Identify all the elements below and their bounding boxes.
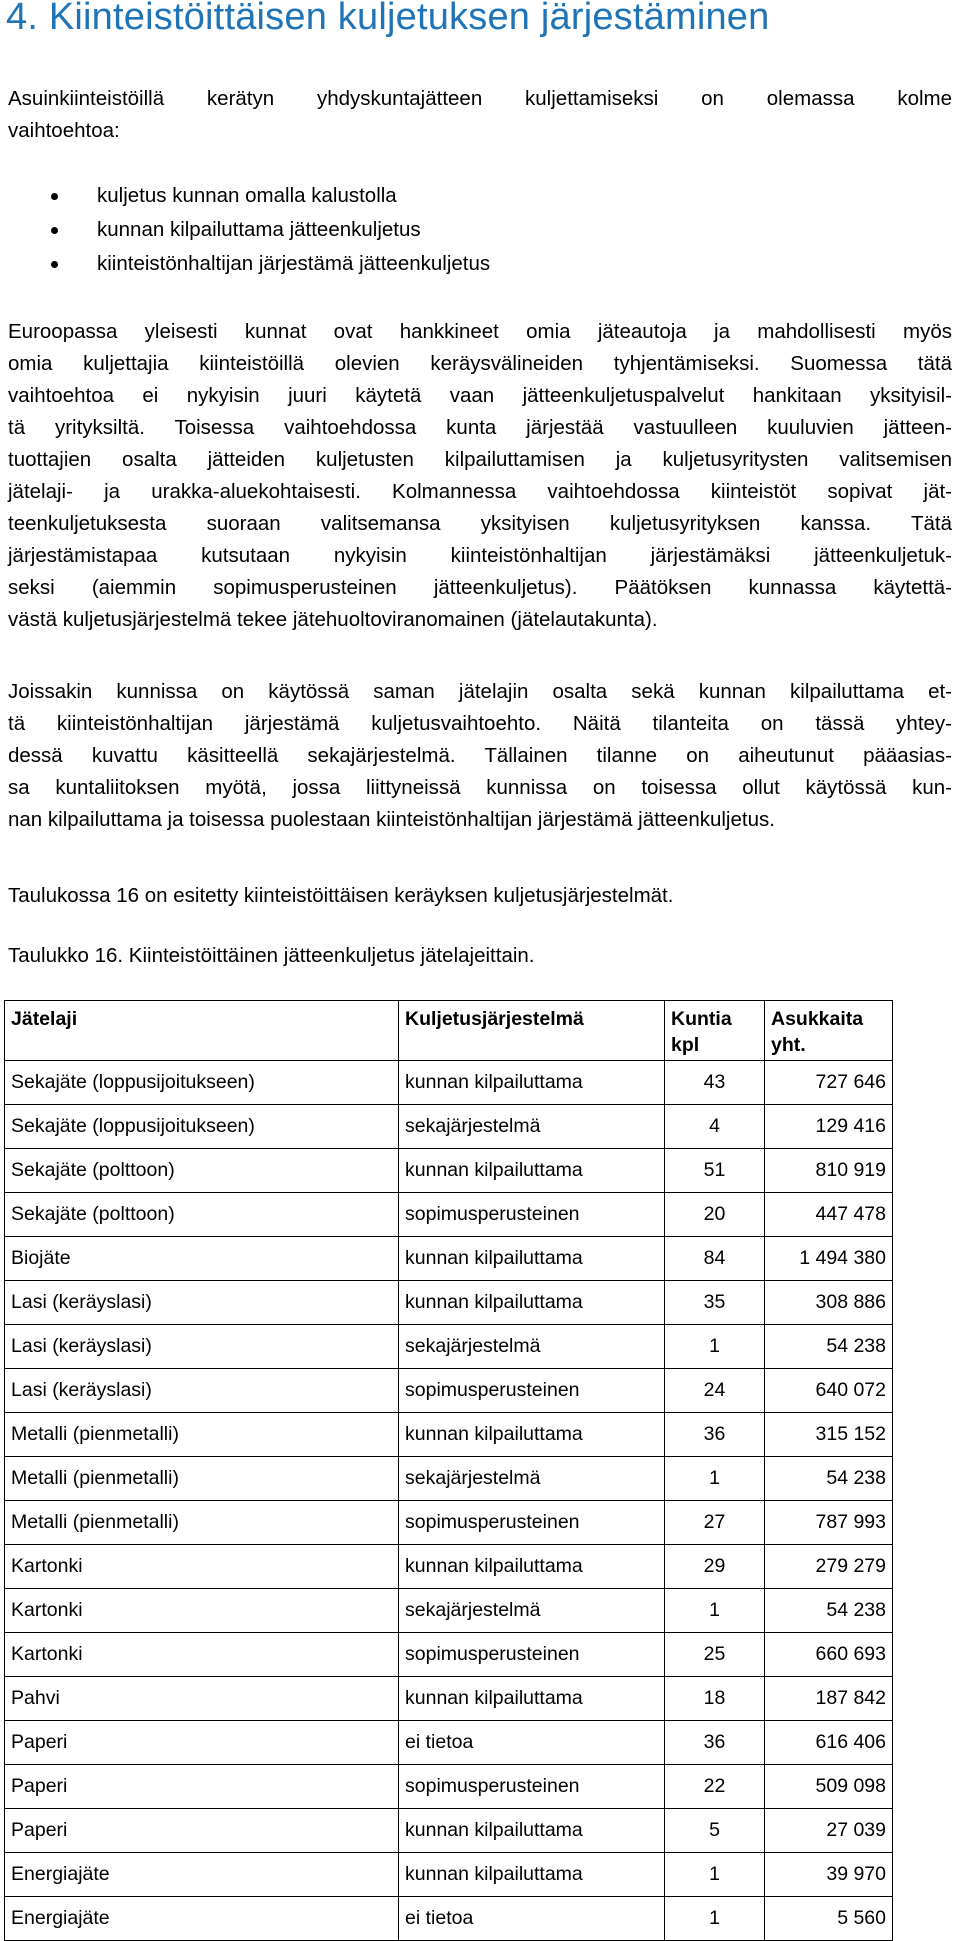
cell-residents: 129 416	[765, 1105, 893, 1149]
cell-municipalities: 29	[665, 1545, 765, 1589]
table-row	[5, 1105, 893, 1149]
cell-transport-system: ei tietoa	[399, 1897, 665, 1941]
cell-municipalities: 24	[665, 1369, 765, 1413]
cell-municipalities: 35	[665, 1281, 765, 1325]
paragraph-transport-options	[8, 316, 952, 636]
column-header-label: Kuntia kpl	[671, 1008, 732, 1056]
list-item	[0, 248, 960, 280]
table-caption: Taulukko 16. Kiinteistöittäinen jätteenkuljetus jätelajeittain.	[8, 944, 535, 967]
paragraph-line: tä kiinteistönhaltijan järjestämä kuljetusvaihtoehto. Näitä tilanteita on tässä yhtey-	[8, 712, 952, 735]
cell-municipalities: 51	[665, 1149, 765, 1193]
cell-residents: 39 970	[765, 1853, 893, 1897]
paragraph-line: Euroopassa yleisesti kunnat ovat hankkineet omia jäteautoja ja mahdollisesti myös	[8, 320, 952, 343]
table-row	[5, 1589, 893, 1633]
paragraph-line: tuottajien osalta jätteiden kuljetusten kilpailuttamisen ja kuljetusyritysten valitsemisen	[8, 448, 952, 471]
table-row	[5, 1369, 893, 1413]
cell-residents: 54 238	[765, 1457, 893, 1501]
list-item-text: kuljetus kunnan omalla kalustolla	[97, 184, 397, 207]
paragraph-line: omia kuljettajia kiinteistöillä olevien keräysvälineiden tyhjentämiseksi. Suomessa tätä	[8, 352, 952, 375]
table-row	[5, 1633, 893, 1677]
cell-municipalities: 27	[665, 1501, 765, 1545]
cell-waste-type: Sekajäte (polttoon)	[5, 1193, 399, 1237]
cell-waste-type: Biojäte	[5, 1237, 399, 1281]
table-row	[5, 1237, 893, 1281]
bullet-icon	[51, 227, 58, 234]
paragraph-line: västä kuljetusjärjestelmä tekee jätehuoltoviranomainen (jätelautakunta).	[8, 608, 658, 631]
cell-transport-system: sopimusperusteinen	[399, 1765, 665, 1809]
cell-municipalities: 84	[665, 1237, 765, 1281]
transport-table	[4, 1000, 893, 1941]
table-row	[5, 1721, 893, 1765]
table-reference-text: Taulukossa 16 on esitetty kiinteistöittäisen keräyksen kuljetusjärjestelmät.	[8, 884, 674, 907]
cell-transport-system: sopimusperusteinen	[399, 1369, 665, 1413]
cell-transport-system: kunnan kilpailuttama	[399, 1853, 665, 1897]
list-item	[0, 214, 960, 246]
cell-municipalities: 43	[665, 1061, 765, 1105]
bullet-icon	[51, 261, 58, 268]
table-row	[5, 1545, 893, 1589]
cell-residents: 187 842	[765, 1677, 893, 1721]
paragraph-line: nan kilpailuttama ja toisessa puolestaan kiinteistönhaltijan järjestämä jätteenkuljetus.	[8, 808, 775, 831]
cell-transport-system: sekajärjestelmä	[399, 1457, 665, 1501]
cell-waste-type: Metalli (pienmetalli)	[5, 1457, 399, 1501]
cell-waste-type: Lasi (keräyslasi)	[5, 1369, 399, 1413]
paragraph-mixed-system	[8, 676, 952, 836]
cell-waste-type: Paperi	[5, 1721, 399, 1765]
cell-transport-system: sopimusperusteinen	[399, 1633, 665, 1677]
list-item-text: kiinteistönhaltijan järjestämä jätteenkuljetus	[97, 252, 491, 275]
cell-residents: 308 886	[765, 1281, 893, 1325]
paragraph-line: sa kuntaliitoksen myötä, jossa liittyneissä kunnissa on toisessa ollut käytössä kun-	[8, 776, 952, 799]
cell-waste-type: Paperi	[5, 1809, 399, 1853]
cell-transport-system: kunnan kilpailuttama	[399, 1061, 665, 1105]
paragraph-line: tä yrityksiltä. Toisessa vaihtoehdossa kunta järjestää vastuulleen kuuluvien jätteen-	[8, 416, 952, 439]
cell-residents: 727 646	[765, 1061, 893, 1105]
cell-residents: 27 039	[765, 1809, 893, 1853]
column-header-label: Asukkaita yht.	[771, 1008, 864, 1056]
cell-municipalities: 22	[665, 1765, 765, 1809]
cell-municipalities: 18	[665, 1677, 765, 1721]
cell-waste-type: Kartonki	[5, 1545, 399, 1589]
cell-residents: 54 238	[765, 1325, 893, 1369]
cell-municipalities: 36	[665, 1721, 765, 1765]
table-row	[5, 1325, 893, 1369]
cell-transport-system: kunnan kilpailuttama	[399, 1149, 665, 1193]
cell-municipalities: 20	[665, 1193, 765, 1237]
table-row	[5, 1853, 893, 1897]
cell-waste-type: Lasi (keräyslasi)	[5, 1281, 399, 1325]
cell-waste-type: Kartonki	[5, 1589, 399, 1633]
cell-residents: 660 693	[765, 1633, 893, 1677]
section-heading: 4. Kiinteistöittäisen kuljetuksen järjestäminen	[6, 0, 770, 38]
cell-municipalities: 1	[665, 1325, 765, 1369]
cell-residents: 315 152	[765, 1413, 893, 1457]
cell-transport-system: kunnan kilpailuttama	[399, 1413, 665, 1457]
cell-municipalities: 5	[665, 1809, 765, 1853]
table-row	[5, 1193, 893, 1237]
table-row	[5, 1061, 893, 1105]
intro-paragraph	[8, 83, 952, 147]
table-row	[5, 1413, 893, 1457]
cell-waste-type: Sekajäte (loppusijoitukseen)	[5, 1061, 399, 1105]
table-row	[5, 1457, 893, 1501]
intro-line: vaihtoehtoa:	[8, 119, 120, 142]
bullet-icon	[51, 193, 58, 200]
cell-residents: 509 098	[765, 1765, 893, 1809]
paragraph-line: vaihtoehtoa ei nykyisin juuri käytetä vaan jätteenkuljetuspalvelut hankitaan yksityisil-	[8, 384, 952, 407]
cell-transport-system: sopimusperusteinen	[399, 1193, 665, 1237]
table-body	[5, 1061, 893, 1941]
column-header: Jätelaji	[5, 1001, 399, 1061]
cell-residents: 54 238	[765, 1589, 893, 1633]
cell-waste-type: Metalli (pienmetalli)	[5, 1413, 399, 1457]
column-header: Kuljetusjärjestelmä	[399, 1001, 665, 1061]
cell-waste-type: Metalli (pienmetalli)	[5, 1501, 399, 1545]
cell-municipalities: 1	[665, 1853, 765, 1897]
cell-residents: 5 560	[765, 1897, 893, 1941]
cell-municipalities: 25	[665, 1633, 765, 1677]
cell-residents: 1 494 380	[765, 1237, 893, 1281]
cell-transport-system: sekajärjestelmä	[399, 1105, 665, 1149]
cell-residents: 787 993	[765, 1501, 893, 1545]
paragraph-line: järjestämistapaa kutsutaan nykyisin kiinteistönhaltijan järjestämäksi jätteenkuljetuk-	[8, 544, 952, 567]
list-item-text: kunnan kilpailuttama jätteenkuljetus	[97, 218, 421, 241]
cell-residents: 640 072	[765, 1369, 893, 1413]
intro-line: Asuinkiinteistöillä kerätyn yhdyskuntajätteen kuljettamiseksi on olemassa kolme	[8, 87, 952, 110]
cell-transport-system: kunnan kilpailuttama	[399, 1545, 665, 1589]
table-header-row	[5, 1001, 893, 1061]
table-row	[5, 1809, 893, 1853]
cell-transport-system: sekajärjestelmä	[399, 1325, 665, 1369]
cell-residents: 810 919	[765, 1149, 893, 1193]
cell-transport-system: kunnan kilpailuttama	[399, 1809, 665, 1853]
cell-residents: 447 478	[765, 1193, 893, 1237]
column-header	[665, 1001, 765, 1061]
cell-waste-type: Lasi (keräyslasi)	[5, 1325, 399, 1369]
cell-municipalities: 1	[665, 1457, 765, 1501]
cell-residents: 279 279	[765, 1545, 893, 1589]
paragraph-line: Joissakin kunnissa on käytössä saman jätelajin osalta sekä kunnan kilpailuttama et-	[8, 680, 952, 703]
cell-waste-type: Pahvi	[5, 1677, 399, 1721]
cell-waste-type: Kartonki	[5, 1633, 399, 1677]
cell-municipalities: 4	[665, 1105, 765, 1149]
cell-residents: 616 406	[765, 1721, 893, 1765]
table-row	[5, 1281, 893, 1325]
table-row	[5, 1677, 893, 1721]
paragraph-line: seksi (aiemmin sopimusperusteinen jätteenkuljetus). Päätöksen kunnassa käytettä-	[8, 576, 952, 599]
column-header	[765, 1001, 893, 1061]
paragraph-line: dessä kuvattu käsitteellä sekajärjestelmä. Tällainen tilanne on aiheutunut pääasias-	[8, 744, 952, 767]
table-row	[5, 1149, 893, 1193]
cell-waste-type: Sekajäte (polttoon)	[5, 1149, 399, 1193]
cell-municipalities: 1	[665, 1589, 765, 1633]
cell-transport-system: kunnan kilpailuttama	[399, 1237, 665, 1281]
cell-waste-type: Sekajäte (loppusijoitukseen)	[5, 1105, 399, 1149]
cell-transport-system: sopimusperusteinen	[399, 1501, 665, 1545]
cell-transport-system: kunnan kilpailuttama	[399, 1677, 665, 1721]
cell-waste-type: Energiajäte	[5, 1897, 399, 1941]
cell-transport-system: ei tietoa	[399, 1721, 665, 1765]
paragraph-line: jätelaji- ja urakka-aluekohtaisesti. Kolmannessa vaihtoehdossa kiinteistöt sopivat jät-	[8, 480, 952, 503]
table-row	[5, 1765, 893, 1809]
paragraph-line: teenkuljetuksesta suoraan valitsemansa yksityisen kuljetusyrityksen kanssa. Tätä	[8, 512, 952, 535]
cell-waste-type: Paperi	[5, 1765, 399, 1809]
list-item	[0, 180, 960, 212]
cell-municipalities: 1	[665, 1897, 765, 1941]
table-row	[5, 1501, 893, 1545]
cell-municipalities: 36	[665, 1413, 765, 1457]
cell-waste-type: Energiajäte	[5, 1853, 399, 1897]
cell-transport-system: sekajärjestelmä	[399, 1589, 665, 1633]
cell-transport-system: kunnan kilpailuttama	[399, 1281, 665, 1325]
